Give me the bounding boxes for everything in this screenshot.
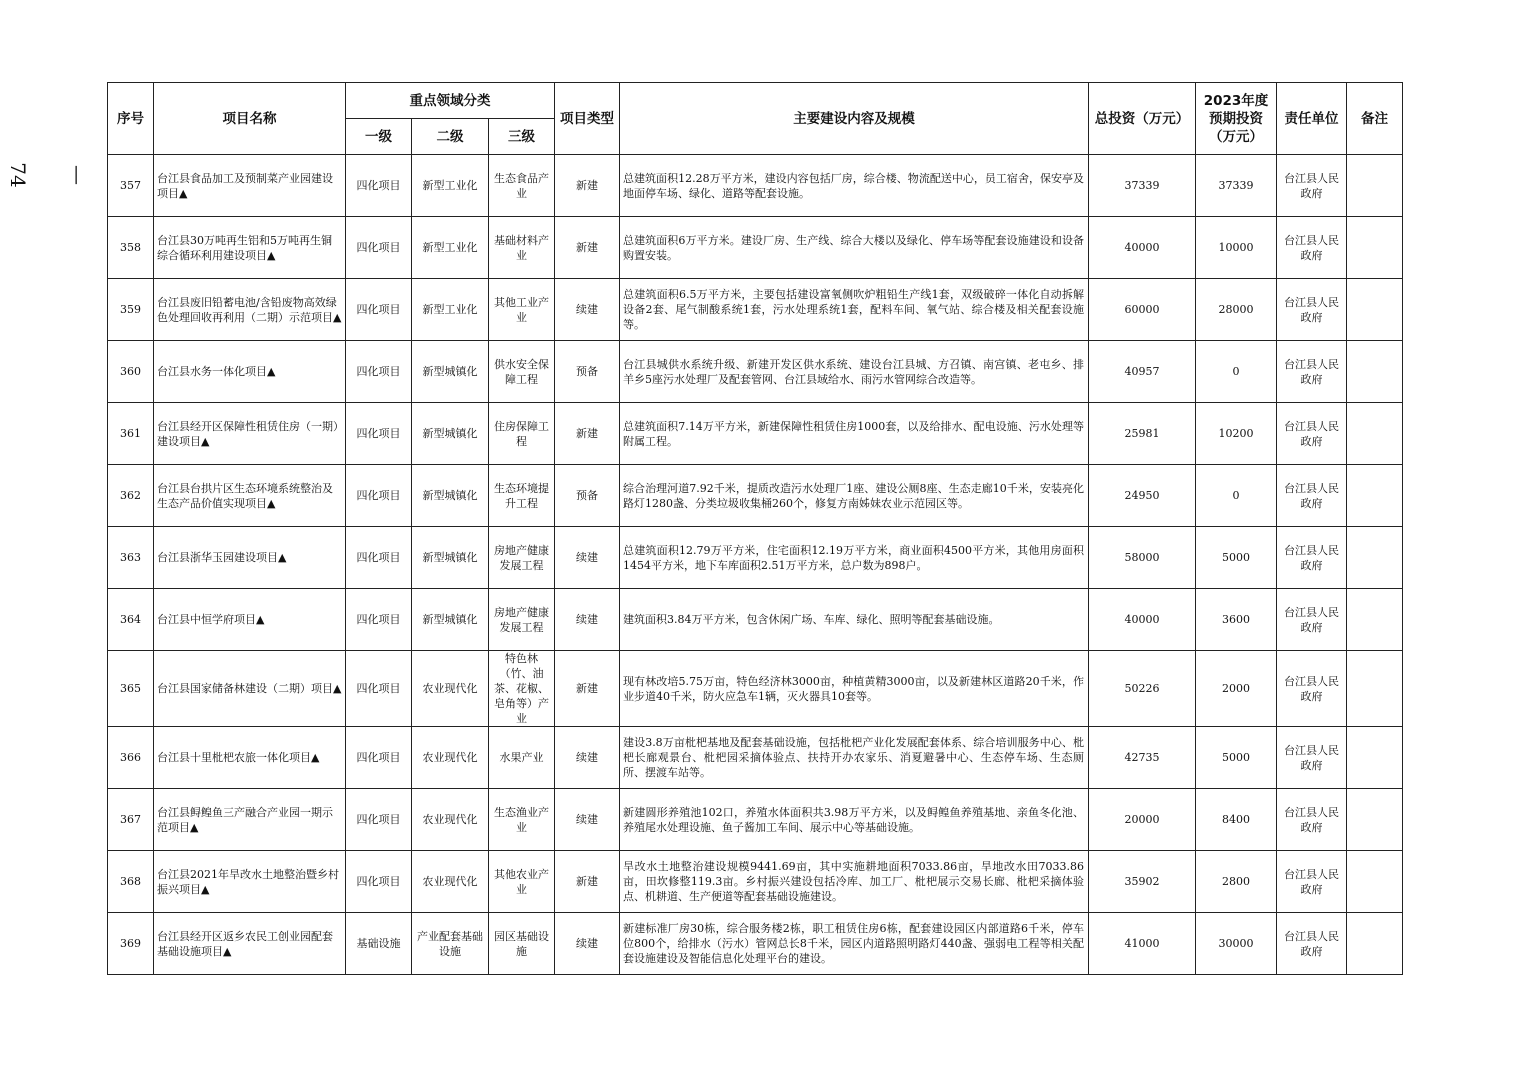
cell-name: 台江县鲟鳇鱼三产融合产业园一期示范项目▲ bbox=[154, 789, 346, 851]
cell-level2: 新型工业化 bbox=[412, 155, 489, 217]
table-row bbox=[108, 465, 1403, 527]
cell-level2: 新型工业化 bbox=[412, 279, 489, 341]
cell-seq: 366 bbox=[108, 727, 154, 789]
cell-content: 总建筑面积6万平方米。建设厂房、生产线、综合大楼以及绿化、停车场等配套设施建设和设备购置安装。 bbox=[620, 217, 1089, 279]
cell-level2: 新型城镇化 bbox=[412, 341, 489, 403]
cell-seq: 357 bbox=[108, 155, 154, 217]
cell-seq: 359 bbox=[108, 279, 154, 341]
cell-level3: 特色林（竹、油茶、花椒、皂角等）产业 bbox=[489, 651, 555, 727]
cell-name: 台江县水务一体化项目▲ bbox=[154, 341, 346, 403]
cell-type: 新建 bbox=[555, 651, 620, 727]
cell-invest-2023: 0 bbox=[1196, 341, 1277, 403]
page-number: —74 bbox=[6, 162, 90, 188]
cell-level2: 农业现代化 bbox=[412, 789, 489, 851]
cell-name: 台江县十里枇杷农旅一体化项目▲ bbox=[154, 727, 346, 789]
cell-remark bbox=[1347, 279, 1403, 341]
cell-name: 台江县中恒学府项目▲ bbox=[154, 589, 346, 651]
cell-total: 35902 bbox=[1089, 851, 1196, 913]
cell-seq: 367 bbox=[108, 789, 154, 851]
cell-level1: 四化项目 bbox=[346, 155, 412, 217]
cell-seq: 365 bbox=[108, 651, 154, 727]
cell-total: 40000 bbox=[1089, 217, 1196, 279]
cell-seq: 361 bbox=[108, 403, 154, 465]
cell-content: 台江县城供水系统升级、新建开发区供水系统、建设台江县城、方召镇、南宫镇、老屯乡、排羊乡5座污水处理厂及配套管网、台江县域给水、雨污水管网综合改造等。 bbox=[620, 341, 1089, 403]
cell-unit: 台江县人民政府 bbox=[1277, 527, 1347, 589]
cell-content: 总建筑面积7.14万平方米，新建保障性租赁住房1000套，以及给排水、配电设施、污水处理等附属工程。 bbox=[620, 403, 1089, 465]
cell-seq: 368 bbox=[108, 851, 154, 913]
table-row bbox=[108, 527, 1403, 589]
header-type: 项目类型 bbox=[555, 83, 620, 155]
cell-name: 台江县国家储备林建设（二期）项目▲ bbox=[154, 651, 346, 727]
cell-unit: 台江县人民政府 bbox=[1277, 789, 1347, 851]
cell-total: 50226 bbox=[1089, 651, 1196, 727]
cell-remark bbox=[1347, 651, 1403, 727]
cell-total: 25981 bbox=[1089, 403, 1196, 465]
cell-name: 台江县食品加工及预制菜产业园建设项目▲ bbox=[154, 155, 346, 217]
cell-type: 新建 bbox=[555, 403, 620, 465]
cell-seq: 364 bbox=[108, 589, 154, 651]
cell-invest-2023: 8400 bbox=[1196, 789, 1277, 851]
cell-level2: 新型城镇化 bbox=[412, 403, 489, 465]
header-unit: 责任单位 bbox=[1277, 83, 1347, 155]
table-row bbox=[108, 155, 1403, 217]
cell-remark bbox=[1347, 851, 1403, 913]
cell-type: 续建 bbox=[555, 727, 620, 789]
cell-total: 40000 bbox=[1089, 589, 1196, 651]
table-row bbox=[108, 789, 1403, 851]
cell-total: 58000 bbox=[1089, 527, 1196, 589]
cell-invest-2023: 5000 bbox=[1196, 527, 1277, 589]
cell-invest-2023: 0 bbox=[1196, 465, 1277, 527]
cell-content: 综合治理河道7.92千米，提质改造污水处理厂1座、建设公厕8座、生态走廊10千米，安装亮化路灯1280盏、分类垃圾收集桶260个，修复方南姊妹农业示范园区等。 bbox=[620, 465, 1089, 527]
cell-unit: 台江县人民政府 bbox=[1277, 589, 1347, 651]
cell-unit: 台江县人民政府 bbox=[1277, 851, 1347, 913]
cell-unit: 台江县人民政府 bbox=[1277, 913, 1347, 975]
cell-type: 预备 bbox=[555, 465, 620, 527]
cell-type: 续建 bbox=[555, 279, 620, 341]
header-level3: 三级 bbox=[489, 119, 555, 155]
cell-level3: 生态环境提升工程 bbox=[489, 465, 555, 527]
cell-content: 总建筑面积6.5万平方米，主要包括建设富氧侧吹炉粗铅生产线1套，双级破碎一体化自动拆解设备2套、尾气制酸系统1套，污水处理系统1套，配料车间、氧气站、综合楼及相关配套设施等。 bbox=[620, 279, 1089, 341]
cell-invest-2023: 10000 bbox=[1196, 217, 1277, 279]
cell-unit: 台江县人民政府 bbox=[1277, 279, 1347, 341]
cell-total: 60000 bbox=[1089, 279, 1196, 341]
cell-unit: 台江县人民政府 bbox=[1277, 403, 1347, 465]
cell-remark bbox=[1347, 527, 1403, 589]
table-row bbox=[108, 589, 1403, 651]
cell-remark bbox=[1347, 727, 1403, 789]
cell-remark bbox=[1347, 465, 1403, 527]
cell-total: 20000 bbox=[1089, 789, 1196, 851]
cell-level1: 四化项目 bbox=[346, 217, 412, 279]
cell-level1: 四化项目 bbox=[346, 279, 412, 341]
cell-content: 总建筑面积12.79万平方米，住宅面积12.19万平方米，商业面积4500平方米，其他用房面积1454平方米，地下车库面积2.51万平方米，总户数为898户。 bbox=[620, 527, 1089, 589]
cell-level2: 农业现代化 bbox=[412, 651, 489, 727]
cell-level1: 四化项目 bbox=[346, 789, 412, 851]
table-row bbox=[108, 279, 1403, 341]
cell-level3: 供水安全保障工程 bbox=[489, 341, 555, 403]
cell-remark bbox=[1347, 341, 1403, 403]
cell-seq: 358 bbox=[108, 217, 154, 279]
cell-invest-2023: 5000 bbox=[1196, 727, 1277, 789]
cell-content: 建筑面积3.84万平方米，包含休闲广场、车库、绿化、照明等配套基础设施。 bbox=[620, 589, 1089, 651]
cell-remark bbox=[1347, 155, 1403, 217]
cell-level3: 其他工业产业 bbox=[489, 279, 555, 341]
header-invest-2023: 2023年度预期投资（万元） bbox=[1196, 83, 1277, 155]
cell-type: 新建 bbox=[555, 155, 620, 217]
header-seq: 序号 bbox=[108, 83, 154, 155]
cell-unit: 台江县人民政府 bbox=[1277, 155, 1347, 217]
cell-type: 续建 bbox=[555, 589, 620, 651]
cell-invest-2023: 37339 bbox=[1196, 155, 1277, 217]
cell-remark bbox=[1347, 913, 1403, 975]
cell-level1: 四化项目 bbox=[346, 465, 412, 527]
cell-unit: 台江县人民政府 bbox=[1277, 341, 1347, 403]
cell-level1: 基础设施 bbox=[346, 913, 412, 975]
cell-unit: 台江县人民政府 bbox=[1277, 465, 1347, 527]
cell-level2: 农业现代化 bbox=[412, 851, 489, 913]
cell-level2: 新型城镇化 bbox=[412, 527, 489, 589]
cell-level3: 其他农业产业 bbox=[489, 851, 555, 913]
cell-level2: 新型城镇化 bbox=[412, 465, 489, 527]
cell-seq: 369 bbox=[108, 913, 154, 975]
cell-type: 新建 bbox=[555, 217, 620, 279]
cell-name: 台江县经开区返乡农民工创业园配套基础设施项目▲ bbox=[154, 913, 346, 975]
cell-name: 台江县2021年旱改水土地整治暨乡村振兴项目▲ bbox=[154, 851, 346, 913]
cell-level3: 园区基础设施 bbox=[489, 913, 555, 975]
cell-name: 台江县30万吨再生铝和5万吨再生铜综合循环利用建设项目▲ bbox=[154, 217, 346, 279]
cell-seq: 362 bbox=[108, 465, 154, 527]
header-content: 主要建设内容及规模 bbox=[620, 83, 1089, 155]
table-row bbox=[108, 851, 1403, 913]
header-remark: 备注 bbox=[1347, 83, 1403, 155]
header-level1: 一级 bbox=[346, 119, 412, 155]
cell-level2: 新型工业化 bbox=[412, 217, 489, 279]
cell-level3: 水果产业 bbox=[489, 727, 555, 789]
cell-invest-2023: 10200 bbox=[1196, 403, 1277, 465]
table-row bbox=[108, 403, 1403, 465]
cell-unit: 台江县人民政府 bbox=[1277, 727, 1347, 789]
cell-remark bbox=[1347, 789, 1403, 851]
cell-level2: 新型城镇化 bbox=[412, 589, 489, 651]
cell-total: 37339 bbox=[1089, 155, 1196, 217]
table-row bbox=[108, 913, 1403, 975]
cell-remark bbox=[1347, 217, 1403, 279]
table-row bbox=[108, 727, 1403, 789]
cell-name: 台江县浙华玉园建设项目▲ bbox=[154, 527, 346, 589]
cell-level1: 四化项目 bbox=[346, 341, 412, 403]
cell-total: 40957 bbox=[1089, 341, 1196, 403]
cell-type: 新建 bbox=[555, 851, 620, 913]
cell-level3: 基础材料产业 bbox=[489, 217, 555, 279]
cell-type: 续建 bbox=[555, 527, 620, 589]
cell-total: 41000 bbox=[1089, 913, 1196, 975]
cell-level3: 房地产健康发展工程 bbox=[489, 527, 555, 589]
cell-level3: 生态食品产业 bbox=[489, 155, 555, 217]
cell-total: 42735 bbox=[1089, 727, 1196, 789]
table-row bbox=[108, 651, 1403, 727]
cell-seq: 363 bbox=[108, 527, 154, 589]
cell-level1: 四化项目 bbox=[346, 527, 412, 589]
cell-total: 24950 bbox=[1089, 465, 1196, 527]
cell-level3: 房地产健康发展工程 bbox=[489, 589, 555, 651]
cell-content: 总建筑面积12.28万平方米，建设内容包括厂房，综合楼、物流配送中心，员工宿舍，保安亭及地面停车场、绿化、道路等配套设施。 bbox=[620, 155, 1089, 217]
cell-content: 现有林改培5.75万亩，特色经济林3000亩，种植黄精3000亩，以及新建林区道路20千米，作业步道40千米，防火应急车1辆，灭火器具10套等。 bbox=[620, 651, 1089, 727]
cell-invest-2023: 28000 bbox=[1196, 279, 1277, 341]
header-domain: 重点领域分类 bbox=[346, 83, 555, 119]
cell-content: 新建标准厂房30栋，综合服务楼2栋，职工租赁住房6栋，配套建设园区内部道路6千米，停车位800个，给排水（污水）管网总长8千米，园区内道路照明路灯440盏、强弱电工程等相关配套设施建设及智能信息化处理平台的建设。 bbox=[620, 913, 1089, 975]
cell-invest-2023: 2800 bbox=[1196, 851, 1277, 913]
header-name: 项目名称 bbox=[154, 83, 346, 155]
cell-remark bbox=[1347, 589, 1403, 651]
cell-content: 新建圆形养殖池102口，养殖水体面积共3.98万平方米，以及鲟鳇鱼养殖基地、亲鱼冬化池、养殖尾水处理设施、鱼子酱加工车间、展示中心等基础设施。 bbox=[620, 789, 1089, 851]
table-header bbox=[108, 83, 1403, 155]
table-body bbox=[108, 155, 1403, 975]
cell-unit: 台江县人民政府 bbox=[1277, 651, 1347, 727]
cell-type: 续建 bbox=[555, 913, 620, 975]
table-row bbox=[108, 341, 1403, 403]
cell-content: 旱改水土地整治建设规模9441.69亩，其中实施耕地面积7033.86亩，旱地改水田7033.86亩，田坎修整119.3亩。乡村振兴建设包括冷库、加工厂、枇杷展示交易长廊、枇杷采摘体验点、机耕道、生产便道等配套基础设施建设。 bbox=[620, 851, 1089, 913]
cell-level1: 四化项目 bbox=[346, 589, 412, 651]
cell-content: 建设3.8万亩枇杷基地及配套基础设施，包括枇杷产业化发展配套体系、综合培训服务中心、枇杷长廊观景台、枇杷园采摘体验点、扶持开办农家乐、消夏避暑中心、生态停车场、生态厕所、摆渡车站等。 bbox=[620, 727, 1089, 789]
header-total: 总投资（万元） bbox=[1089, 83, 1196, 155]
cell-level3: 住房保障工程 bbox=[489, 403, 555, 465]
cell-level2: 产业配套基础设施 bbox=[412, 913, 489, 975]
cell-invest-2023: 3600 bbox=[1196, 589, 1277, 651]
project-table bbox=[107, 82, 1403, 975]
cell-name: 台江县经开区保障性租赁住房（一期）建设项目▲ bbox=[154, 403, 346, 465]
cell-level3: 生态渔业产业 bbox=[489, 789, 555, 851]
cell-level2: 农业现代化 bbox=[412, 727, 489, 789]
cell-level1: 四化项目 bbox=[346, 403, 412, 465]
cell-remark bbox=[1347, 403, 1403, 465]
header-level2: 二级 bbox=[412, 119, 489, 155]
cell-seq: 360 bbox=[108, 341, 154, 403]
cell-unit: 台江县人民政府 bbox=[1277, 217, 1347, 279]
cell-level1: 四化项目 bbox=[346, 651, 412, 727]
cell-level1: 四化项目 bbox=[346, 851, 412, 913]
cell-name: 台江县台拱片区生态环境系统整治及生态产品价值实现项目▲ bbox=[154, 465, 346, 527]
cell-name: 台江县废旧铅蓄电池/含铅废物高效绿色处理回收再利用（二期）示范项目▲ bbox=[154, 279, 346, 341]
cell-invest-2023: 2000 bbox=[1196, 651, 1277, 727]
cell-type: 续建 bbox=[555, 789, 620, 851]
cell-type: 预备 bbox=[555, 341, 620, 403]
cell-level1: 四化项目 bbox=[346, 727, 412, 789]
table-row bbox=[108, 217, 1403, 279]
cell-invest-2023: 30000 bbox=[1196, 913, 1277, 975]
